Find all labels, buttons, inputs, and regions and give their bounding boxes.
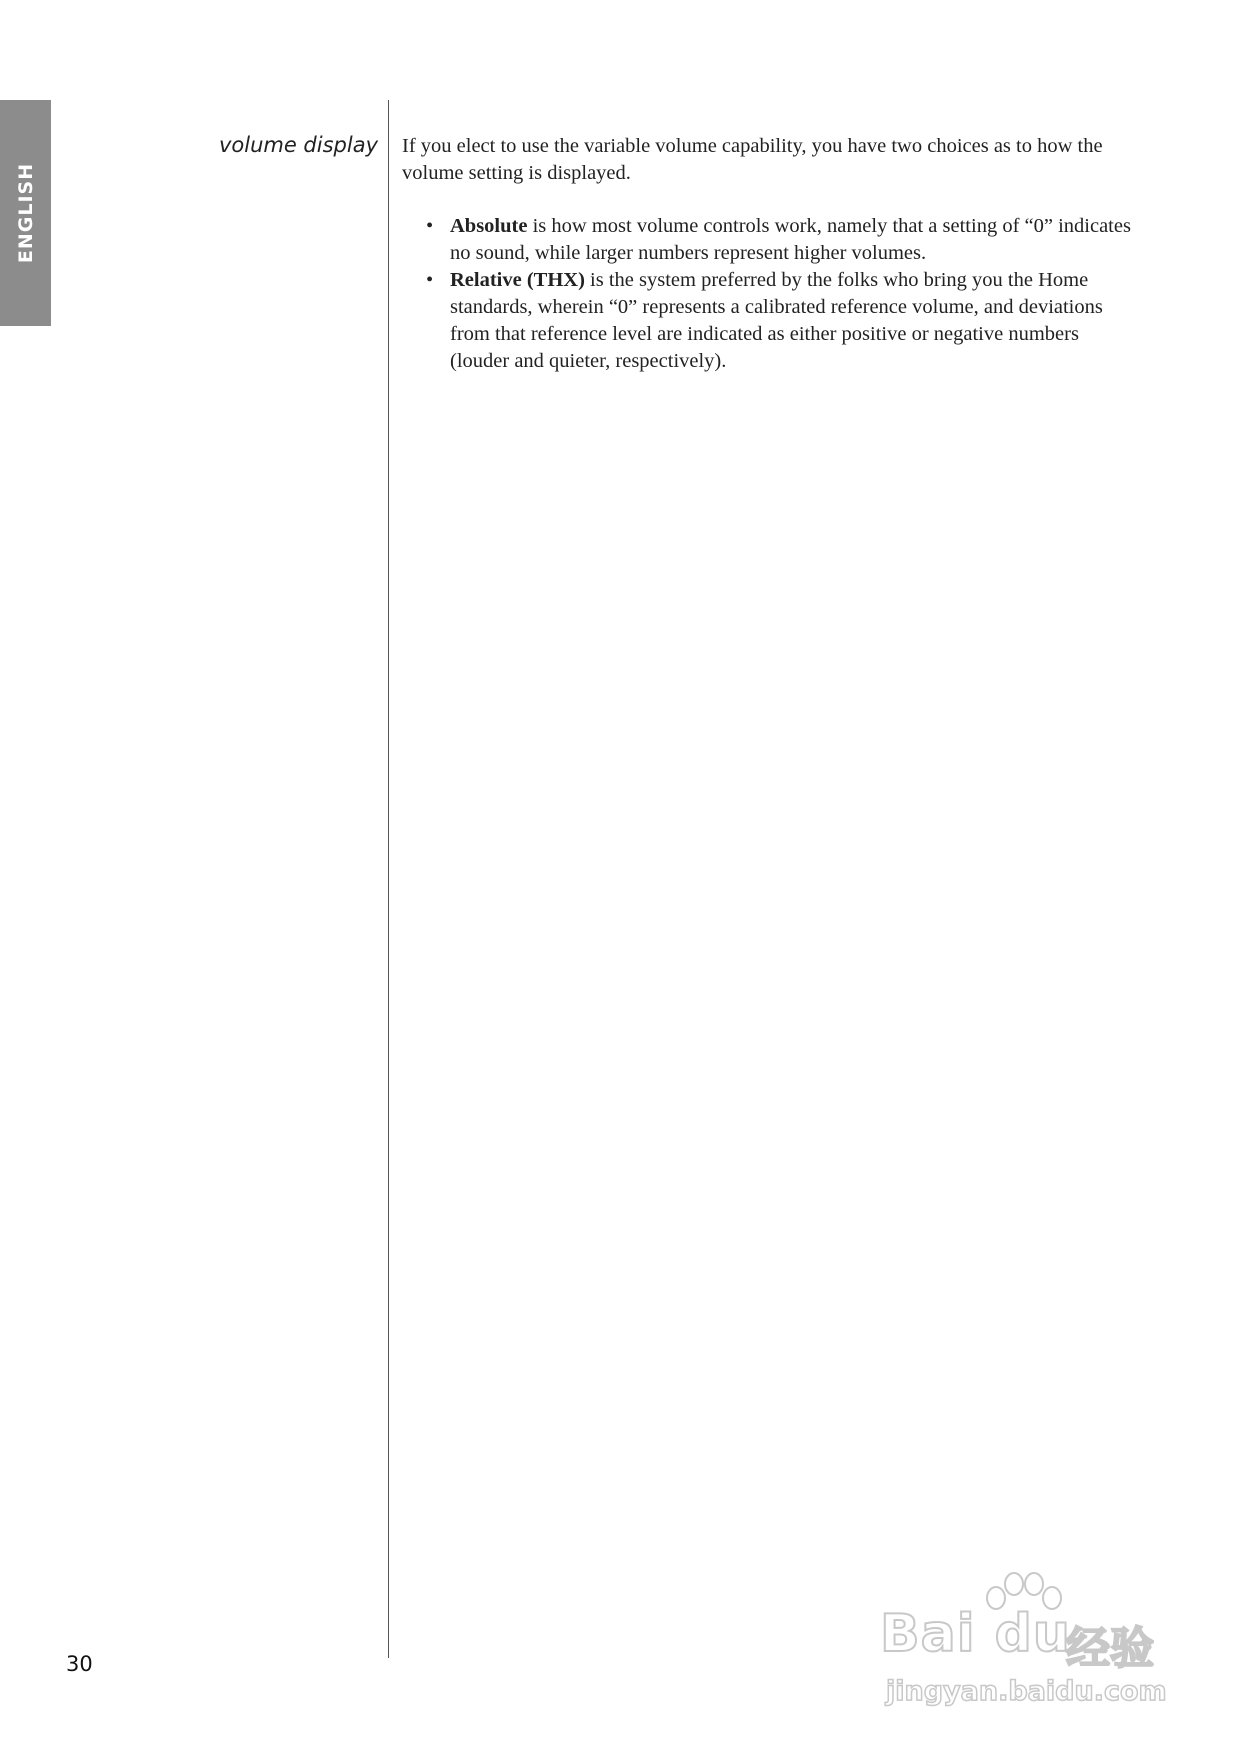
list-item-text: is the system preferred by the folks who bring you the Home standards, wherein “0” represents a calibrated reference volume, and deviations from that reference level are indicated as either positive or negative numbers (louder and quieter, respectively). — [450, 269, 1103, 372]
column-divider — [388, 100, 389, 1658]
watermark-url: jingyan.baidu.com — [886, 1676, 1167, 1707]
bullet-icon: • — [426, 269, 434, 291]
section-body — [402, 133, 1132, 375]
list-item-term: Relative (THX) — [450, 269, 585, 291]
watermark-logo-cn: 经验 — [1066, 1623, 1154, 1674]
list-item-text: is how most volume controls work, namely that a setting of “0” indicates no sound, while larger numbers represent higher volumes. — [450, 215, 1131, 264]
bullet-icon: • — [426, 215, 434, 237]
language-tab-label: ENGLISH — [14, 162, 37, 264]
watermark — [880, 1568, 1180, 1718]
page-number: 30 — [66, 1652, 93, 1676]
intro-paragraph: If you elect to use the variable volume capability, you have two choices as to how the volume setting is displayed. — [402, 135, 1103, 184]
list-item — [402, 213, 1132, 267]
list-item-term: Absolute — [450, 215, 528, 237]
language-tab — [0, 100, 51, 326]
watermark-logo: Bai du — [880, 1604, 1071, 1664]
section-heading: volume display — [218, 133, 378, 157]
option-list — [402, 213, 1132, 375]
list-item — [402, 267, 1132, 375]
